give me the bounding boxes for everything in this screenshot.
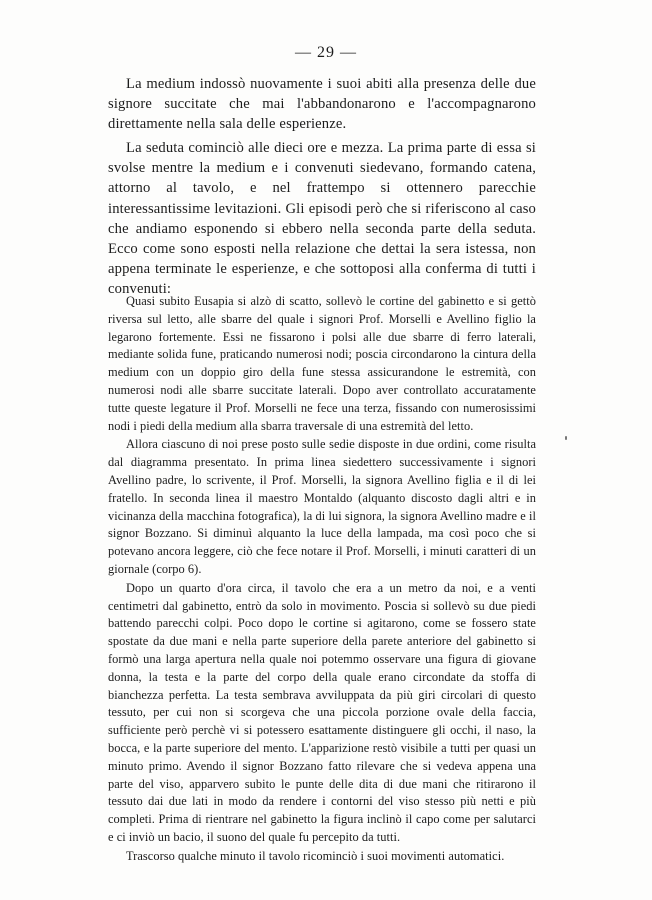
intro-paragraph: La seduta cominciò alle dieci ore e mezza. La prima parte di essa si svolse mentre la medium e i convenuti siedevano, formando catena, attorno al tavolo, e nel frattempo si ottennero parecchie interessantissime levitazioni. Gli episodi però che si riferiscono al caso che andiamo esponendo si ebbero nella seconda parte della seduta. Ecco come sono esposti nella relazione che dettai la sera istessa, non appena terminate le esperienze, e che sottoposi alla conferma di tutti i convenuti: xyxy=(108,140,536,297)
report-text xyxy=(108,293,536,867)
intro-paragraph: La medium indossò nuovamente i suoi abiti alla presenza delle due signore succitate che mai l'abbandonarono e l'accompagnarono direttamente nella sala delle esperienze. xyxy=(108,76,536,133)
report-paragraph: Trascorso qualche minuto il tavolo ricominciò i suoi movimenti automatici. xyxy=(126,848,505,863)
report-paragraph: Dopo un quarto d'ora circa, il tavolo che era a un metro da noi, e a venti centimetri dal gabinetto, entrò da solo in movimento. Poscia si sollevò su due piedi battendo parecchi colpi. Poco dopo le cortine si agitarono, come se fossero state spostate da due mani e nella parte superiore della parete anteriore del gabinetto si formò una larga apertura nella quale noi potemmo osservare una figura di giovane donna, la testa e la parte del corpo della quale erano circondate da stoffa di bianchezza perfetta. La testa sembrava avviluppata da più giri circolari di questo tessuto, per cui non si scorgeva che una piccola porzione ovale della faccia, sufficiente però perchè vi si potessero esattamente distinguere gli occhi, il naso, la bocca, e la parte superiore del mento. L'apparizione restò visibile a tutti per quasi un minuto primo. Avendo il signor Bozzano fatto rilevare che si vedeva appena una parte del viso, apparvero subito le punte delle dita di due mani che ritirarono il tessuto dai due lati in modo da rendere i contorni del viso stesso più netti e più completi. Prima di rientrare nel gabinetto la figura inclinò il capo come per salutarci e ci inviò un bacio, il suono del quale fu percepito da tutti. xyxy=(108,580,536,844)
page-number: — 29 — xyxy=(295,44,357,61)
paper-speck xyxy=(565,436,567,440)
report-paragraph: Allora ciascuno di noi prese posto sulle sedie disposte in due ordini, come risulta dal diagramma presentato. In prima linea siedettero successivamente i signori Avellino padre, lo scrivente, il Prof. Morselli, la signora Avellino figlia e il di lei fratello. In seconda linea il maestro Montaldo (alquanto discosto dagli altri e in vicinanza della macchina fotografica), la di lui signora, la signora Avellino madre e il signor Bozzano. Si diminuì alquanto la luce della lampada, ma così poco che si potevano ancora leggere, ciò che fece notare il Prof. Morselli, i minuti caratteri di un giornale (corpo 6). xyxy=(108,437,536,576)
report-paragraph: Quasi subito Eusapia si alzò di scatto, sollevò le cortine del gabinetto e si gettò riversa sul letto, alle sbarre del quale i signori Prof. Morselli e Avellino figlio la legarono fortemente. Essi ne fissarono i polsi alle due sbarre di ferro laterali, mediante solida fune, praticando numerosi nodi; poscia circondarono la cintura della medium con un doppio giro della fune stessa assicurandone le estremità, con numerosi nodi alle sbarre succitate laterali. Dopo aver controllato accuratamente tutte queste legature il Prof. Morselli ne fece una terza, fissando con numerosissimi nodi i piedi della medium alla sbarra traversale di una estremità del letto. xyxy=(108,294,536,433)
intro-text xyxy=(108,74,536,303)
